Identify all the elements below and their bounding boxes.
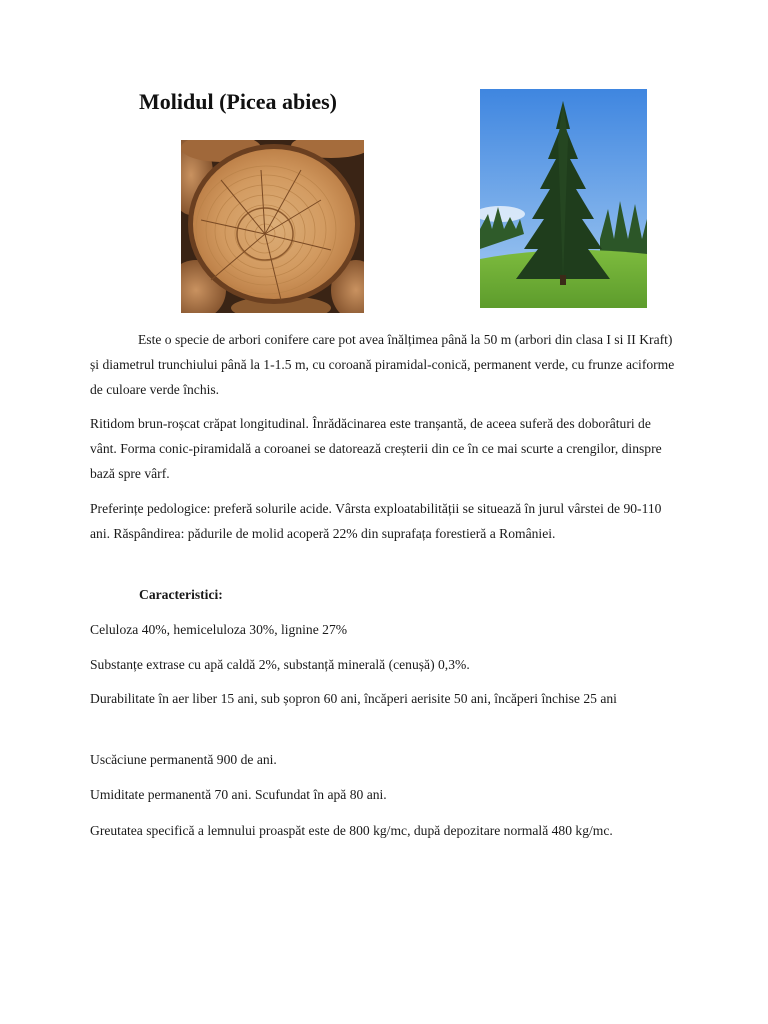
characteristic-item: Uscăciune permanentă 900 de ani.	[90, 752, 277, 767]
characteristic-item: Durabilitate în aer liber 15 ani, sub șopron 60 ani, încăperi aerisite 50 ani, încăperi închise 25 ani	[90, 691, 617, 706]
characteristic-item: Greutatea specifică a lemnului proaspăt este de 800 kg/mc, după depozitare normală 480 kg/mc.	[90, 823, 613, 838]
paragraph-bark-roots: Ritidom brun-roșcat crăpat longitudinal. Înrădăcinarea este tranșantă, de aceea suferă des doborâturi de vânt. Forma conic-piramidală a coroanei se datorează creșterii din ce în ce mai scurte a crengilor, dinspre bază spre vârf.	[90, 416, 662, 481]
characteristic-item: Substanțe extrase cu apă caldă 2%, substanță minerală (cenușă) 0,3%.	[90, 657, 470, 672]
paragraph-soil-distribution: Preferințe pedologice: preferă solurile acide. Vârsta exploatabilității se situează în jurul vârstei de 90-110 ani. Răspândirea: pădurile de molid acoperă 22% din suprafața forestieră a României.	[90, 501, 662, 541]
characteristic-item: Celuloza 40%, hemiceluloza 30%, lignine 27%	[90, 622, 348, 637]
characteristic-item: Umiditate permanentă 70 ani. Scufundat în apă 80 ani.	[90, 787, 387, 802]
spruce-tree-image	[480, 89, 647, 308]
log-cross-section-image	[181, 140, 364, 313]
characteristics-heading: Caracteristici:	[139, 587, 223, 602]
page-title: Molidul (Picea abies)	[139, 89, 337, 114]
paragraph-description: Este o specie de arbori conifere care pot avea înălțimea până la 50 m (arbori din clasa I si II Kraft) și diametrul trunchiului până la 1-1.5 m, cu coroană piramidal-conică, permanent verde, cu frunze aciforme de culoare verde închis.	[90, 332, 675, 397]
